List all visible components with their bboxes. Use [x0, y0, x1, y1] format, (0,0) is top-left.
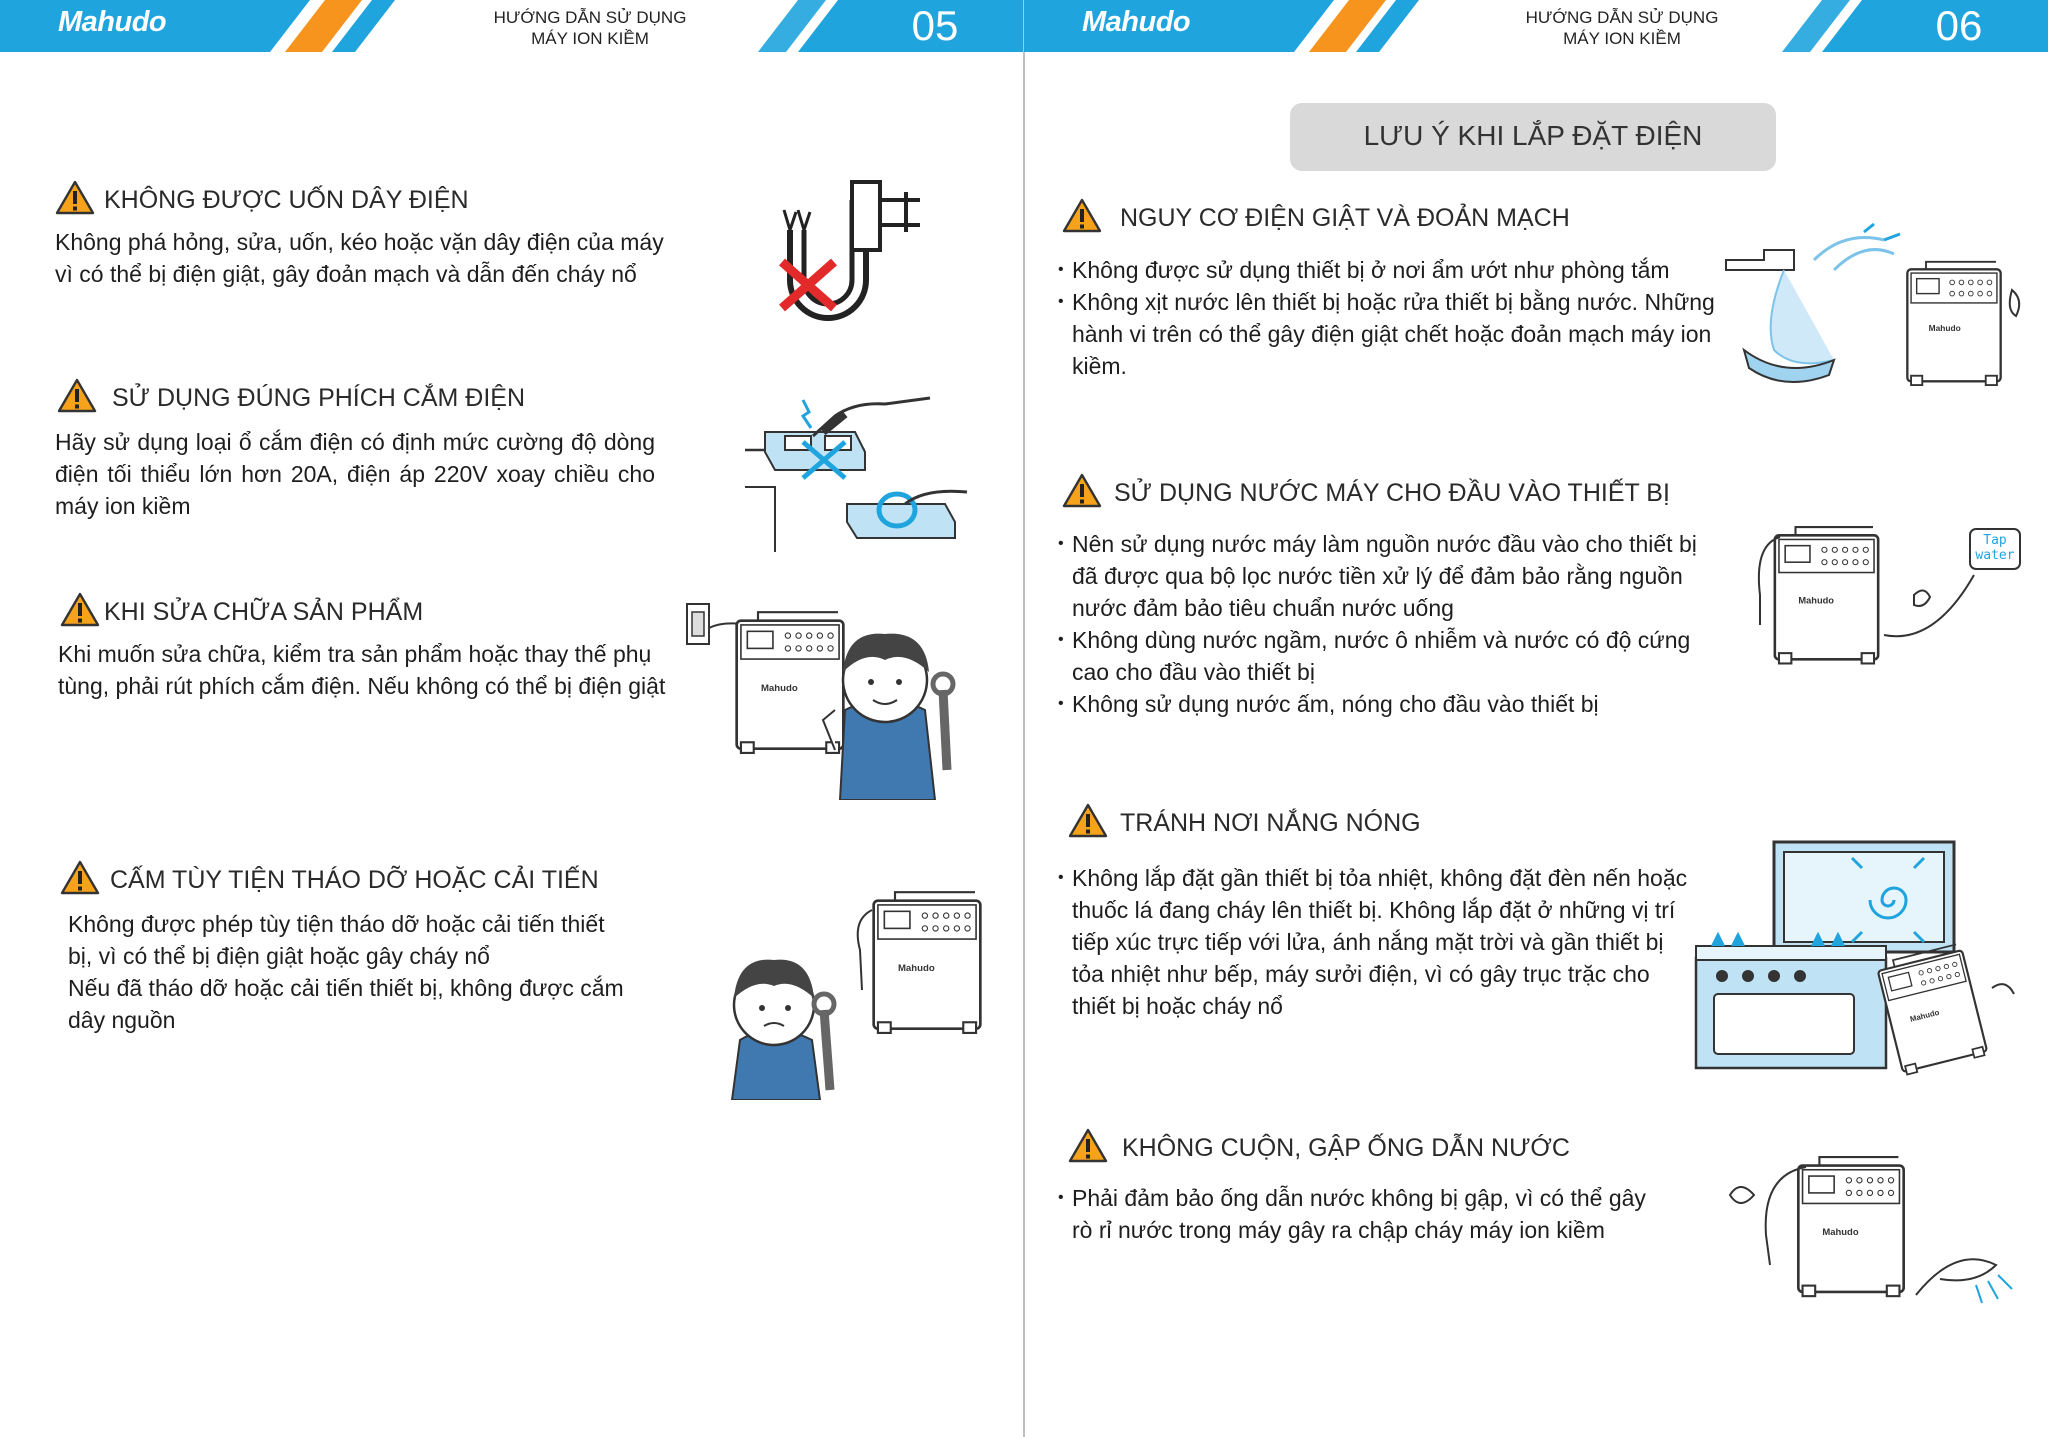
warning-icon: [1068, 1128, 1108, 1164]
bullet-item: • Nên sử dụng nước máy làm nguồn nước đầu vào cho thiết bị đã được qua bộ lọc nước tiền xử lý để đảm bảo rằng nguồn nước đảm bảo tiêu chuẩn nước uống: [1058, 528, 1718, 624]
guide-title-line2: MÁY ION KIỀM: [531, 29, 649, 48]
page-header: [1024, 0, 2048, 52]
section-title: TRÁNH NƠI NẮNG NÓNG: [1120, 809, 1421, 837]
guide-title: [1472, 7, 1772, 49]
guide-title: [440, 7, 740, 49]
bent-cord-illustration: [770, 170, 930, 340]
bullet-item: • Không sử dụng nước ấm, nóng cho đầu vào thiết bị: [1058, 688, 1718, 720]
guide-title-line2: MÁY ION KIỀM: [1563, 29, 1681, 48]
warning-icon: [57, 378, 97, 414]
section-body: Không phá hỏng, sửa, uốn, kéo hoặc vặn dây điện của máy vì có thể bị điện giật, gây đoản mạch và dẫn đến cháy nổ: [55, 229, 664, 287]
wet-area-illustration: [1724, 220, 2024, 400]
repair-technician-illustration: [685, 600, 975, 800]
bullet-item: • Không xịt nước lên thiết bị hoặc rửa thiết bị bằng nước. Những hành vi trên có thể gây điện giật chết hoặc đoản mạch máy ion kiềm.: [1058, 286, 1728, 382]
bullet-list: [1058, 254, 1728, 382]
section-title: KHÔNG ĐƯỢC UỐN DÂY ĐIỆN: [104, 186, 469, 214]
kinked-hose-illustration: [1726, 1155, 2016, 1315]
guide-title-line1: HƯỚNG DẪN SỬ DỤNG: [493, 8, 687, 27]
section-title: SỬ DỤNG NƯỚC MÁY CHO ĐẦU VÀO THIẾT BỊ: [1114, 479, 1670, 507]
plug-socket-illustration: [745, 392, 970, 552]
section-title: SỬ DỤNG ĐÚNG PHÍCH CẮM ĐIỆN: [112, 384, 526, 412]
tap-water-bubble-text: Tap water: [1975, 533, 2015, 563]
warning-icon: [60, 592, 100, 628]
section-body: Khi muốn sửa chữa, kiểm tra sản phẩm hoặc thay thế phụ tùng, phải rút phích cắm điện. Nếu không có thể bị điện giật: [58, 641, 666, 699]
warning-icon: [1062, 473, 1102, 509]
bullet-list: [1058, 528, 1718, 720]
bullet-list: [1058, 1182, 1658, 1246]
page-06: [1024, 0, 2048, 1437]
section-title: NGUY CƠ ĐIỆN GIẬT VÀ ĐOẢN MẠCH: [1120, 204, 1570, 232]
warning-icon: [1068, 803, 1108, 839]
section-body: Hãy sử dụng loại ổ cắm điện có định mức cường độ dòng điện tối thiểu lớn hơn 20A, điện áp 220V xoay chiều cho máy ion kiềm: [55, 429, 655, 519]
bullet-item: • Không lắp đặt gần thiết bị tỏa nhiệt, không đặt đèn nến hoặc thuốc lá đang cháy lên thiết bị. Không lắp đặt ở những vị trí tiếp xúc trực tiếp với lửa, ánh nắng mặt trời và gần thiết bị tỏa nhiệt như bếp, máy sưởi điện, vì có gây trục trặc cho thiết bị hoặc cháy nổ: [1058, 862, 1698, 1022]
bullet-list: [1058, 862, 1698, 1022]
disassembly-technician-illustration: [712, 890, 992, 1100]
notice-banner: [1290, 103, 1776, 171]
warning-icon: [60, 860, 100, 896]
warning-icon: [55, 180, 95, 216]
bullet-item: • Phải đảm bảo ống dẫn nước không bị gập, vì có thể gây rò rỉ nước trong máy gây ra chập cháy máy ion kiềm: [1058, 1182, 1658, 1246]
bullet-item: • Không dùng nước ngầm, nước ô nhiễm và nước có độ cứng cao cho đầu vào thiết bị: [1058, 624, 1718, 688]
notice-title: LƯU Ý KHI LẮP ĐẶT ĐIỆN: [1363, 120, 1703, 151]
section-title: CẤM TÙY TIỆN THÁO DỠ HOẶC CẢI TIẾN: [110, 866, 599, 894]
brand-logo: Mahudo: [1082, 6, 1191, 38]
guide-title-line1: HƯỚNG DẪN SỬ DỤNG: [1525, 8, 1719, 27]
section-title: KHÔNG CUỘN, GẬP ỐNG DẪN NƯỚC: [1122, 1134, 1570, 1162]
section-body-line: Không được phép tùy tiện tháo dỡ hoặc cải tiến thiết bị, vì có thể bị điện giật hoặc gây cháy nổ: [68, 911, 605, 969]
page-number: 05: [911, 2, 959, 49]
page-header: [0, 0, 1024, 52]
section-body: [68, 908, 628, 1036]
section-title: KHI SỬA CHỮA SẢN PHẨM: [104, 598, 424, 626]
section-body-line: Nếu đã tháo dỡ hoặc cải tiến thiết bị, không được cắm dây nguồn: [68, 975, 624, 1033]
heat-source-illustration: [1692, 838, 2022, 1078]
brand-logo: Mahudo: [58, 6, 167, 38]
bullet-item: • Không được sử dụng thiết bị ở nơi ẩm ướt như phòng tắm: [1058, 254, 1728, 286]
page-number: 06: [1935, 2, 1983, 49]
warning-icon: [1062, 198, 1102, 234]
